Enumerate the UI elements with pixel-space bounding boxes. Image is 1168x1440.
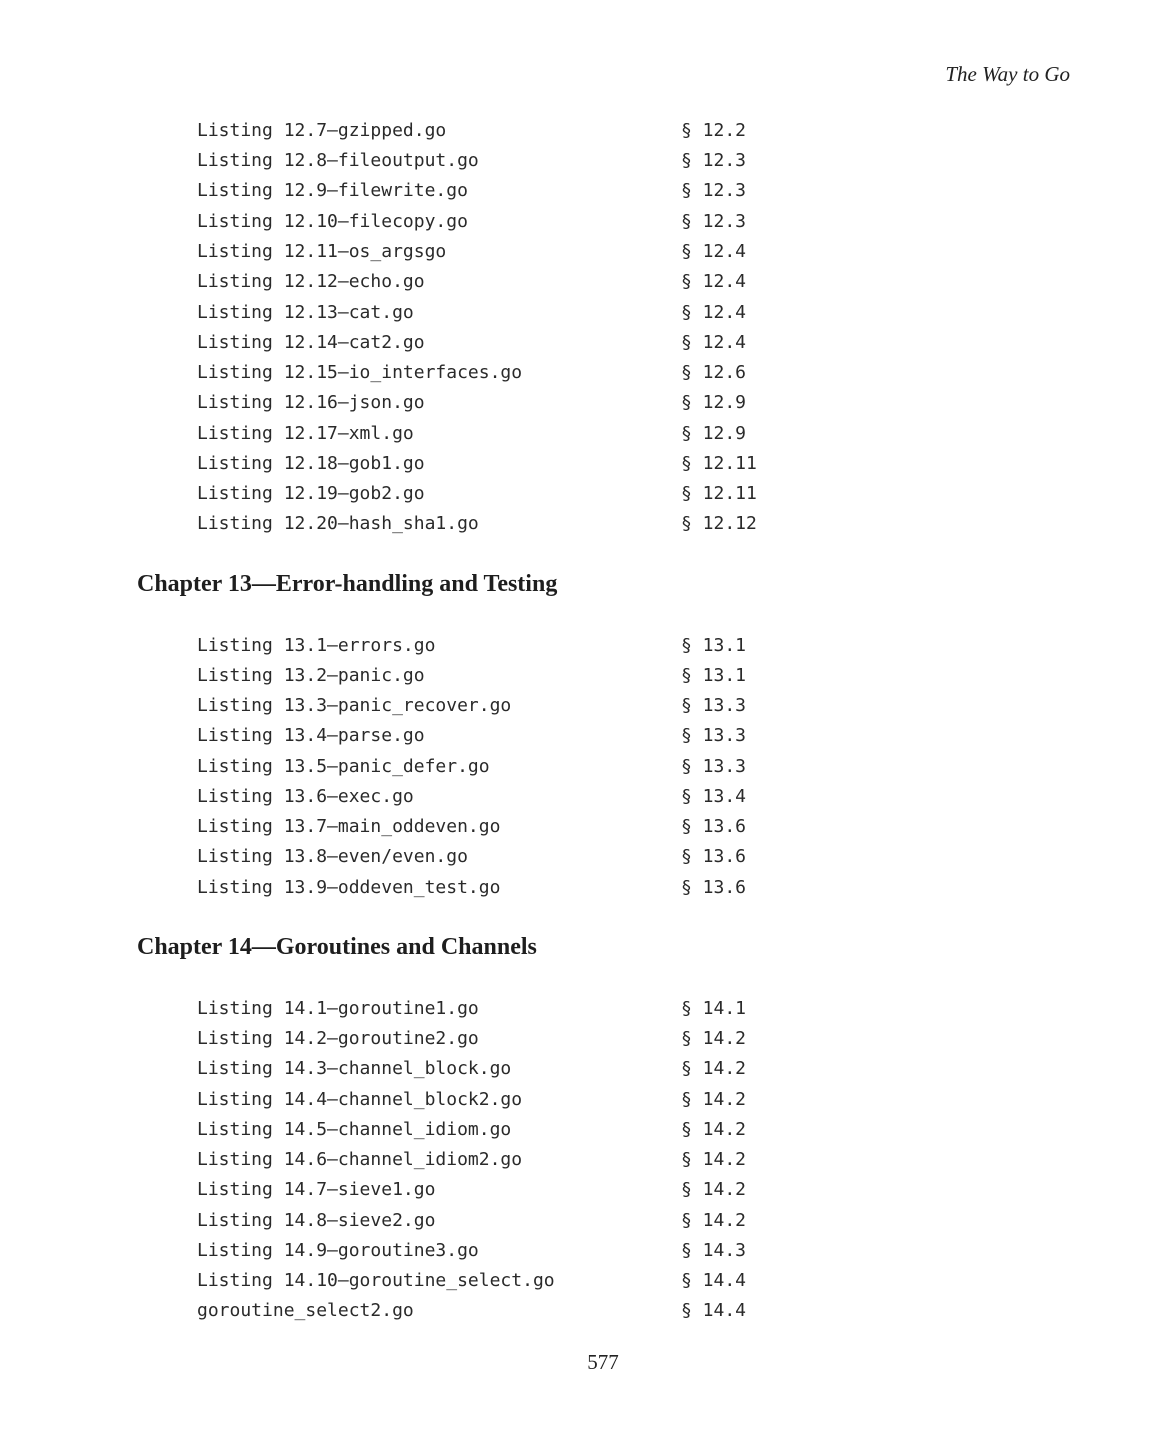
listing-name: Listing 12.11—os_argsgo	[197, 241, 447, 262]
listing-section-ref: § 12.9	[681, 423, 747, 444]
listing-name: Listing 13.1—errors.go	[197, 635, 436, 656]
listing-name: Listing 13.6—exec.go	[197, 786, 414, 807]
listing-section-ref: § 12.9	[681, 392, 747, 413]
listing-row	[197, 176, 897, 206]
listing-name: Listing 13.7—main_oddeven.go	[197, 816, 501, 837]
listing-section-ref: § 14.2	[681, 1210, 747, 1231]
listing-row	[197, 721, 897, 751]
listing-section-ref: § 12.4	[681, 271, 747, 292]
listing-section-ref: § 12.4	[681, 302, 747, 323]
listing-section-ref: § 12.4	[681, 332, 747, 353]
running-header: The Way to Go	[945, 62, 1070, 86]
listing-section-ref: § 12.2	[681, 120, 747, 141]
listing-row	[197, 1145, 897, 1175]
listing-section-ref: § 14.2	[681, 1058, 747, 1079]
listing-row	[197, 419, 897, 449]
listing-name: Listing 13.2—panic.go	[197, 665, 425, 686]
listing-row	[197, 328, 897, 358]
listing-name: Listing 12.12—echo.go	[197, 271, 425, 292]
listing-name: Listing 12.20—hash_sha1.go	[197, 513, 479, 534]
listing-row	[197, 873, 897, 903]
listing-name: Listing 12.16—json.go	[197, 392, 425, 413]
listing-name: Listing 14.10—goroutine_select.go	[197, 1270, 555, 1291]
listing-row	[197, 661, 897, 691]
listing-row	[197, 146, 897, 176]
listing-section-ref: § 14.2	[681, 1089, 747, 1110]
listing-name: Listing 13.9—oddeven_test.go	[197, 877, 501, 898]
listing-section-ref: § 14.4	[681, 1270, 747, 1291]
listing-row	[197, 267, 897, 297]
listing-row	[197, 1296, 897, 1326]
listing-row	[197, 509, 897, 539]
listing-name: Listing 12.9—filewrite.go	[197, 180, 468, 201]
listing-name: Listing 12.17—xml.go	[197, 423, 414, 444]
listing-row	[197, 388, 897, 418]
listing-name: Listing 14.6—channel_idiom2.go	[197, 1149, 523, 1170]
listing-section-ref: § 12.11	[681, 483, 757, 504]
listing-name: Listing 12.15—io_interfaces.go	[197, 362, 523, 383]
listing-section-ref: § 12.3	[681, 150, 747, 171]
listing-name: Listing 13.5—panic_defer.go	[197, 756, 490, 777]
listing-name: Listing 13.8—even/even.go	[197, 846, 468, 867]
listing-row	[197, 782, 897, 812]
listing-row	[197, 449, 897, 479]
listing-row	[197, 1236, 897, 1266]
listing-row	[197, 1206, 897, 1236]
page-number: 577	[587, 1350, 619, 1374]
listing-section-ref: § 12.3	[681, 211, 747, 232]
listing-section-ref: § 13.4	[681, 786, 747, 807]
listing-name: Listing 14.4—channel_block2.go	[197, 1089, 523, 1110]
listing-section-ref: § 13.3	[681, 695, 747, 716]
listing-row	[197, 1024, 897, 1054]
listing-section-ref: § 12.4	[681, 241, 747, 262]
listing-name: Listing 12.18—gob1.go	[197, 453, 425, 474]
listing-name: Listing 12.19—gob2.go	[197, 483, 425, 504]
listing-name: Listing 14.2—goroutine2.go	[197, 1028, 479, 1049]
listing-row	[197, 479, 897, 509]
listing-row	[197, 1085, 897, 1115]
listing-section-ref: § 13.6	[681, 877, 747, 898]
listing-row	[197, 237, 897, 267]
listing-section-ref: § 14.3	[681, 1240, 747, 1261]
listing-section-ref: § 14.1	[681, 998, 747, 1019]
listing-section-ref: § 13.6	[681, 846, 747, 867]
listing-row	[197, 1115, 897, 1145]
listing-name: Listing 12.10—filecopy.go	[197, 211, 468, 232]
listing-row	[197, 752, 897, 782]
listing-name: Listing 12.13—cat.go	[197, 302, 414, 323]
listing-row	[197, 1054, 897, 1084]
listing-row	[197, 631, 897, 661]
listing-section-ref: § 14.2	[681, 1149, 747, 1170]
listing-section-ref: § 12.6	[681, 362, 747, 383]
listing-section-ref: § 13.3	[681, 756, 747, 777]
listing-row	[197, 207, 897, 237]
listing-section-ref: § 14.2	[681, 1028, 747, 1049]
listing-row	[197, 812, 897, 842]
chapter-heading: Chapter 13—Error-handling and Testing	[137, 571, 558, 597]
listing-section-ref: § 13.1	[681, 635, 747, 656]
listing-row	[197, 116, 897, 146]
listing-name: goroutine_select2.go	[197, 1300, 414, 1321]
listing-name: Listing 14.1—goroutine1.go	[197, 998, 479, 1019]
listing-section-ref: § 12.3	[681, 180, 747, 201]
listing-section-ref: § 14.2	[681, 1119, 747, 1140]
listing-row	[197, 358, 897, 388]
listing-name: Listing 12.14—cat2.go	[197, 332, 425, 353]
listing-row	[197, 691, 897, 721]
listing-row	[197, 1266, 897, 1296]
listing-name: Listing 14.9—goroutine3.go	[197, 1240, 479, 1261]
listing-name: Listing 13.4—parse.go	[197, 725, 425, 746]
listing-section-ref: § 13.1	[681, 665, 747, 686]
listing-name: Listing 14.3—channel_block.go	[197, 1058, 512, 1079]
listing-row	[197, 994, 897, 1024]
listing-section-ref: § 14.2	[681, 1179, 747, 1200]
listing-name: Listing 14.5—channel_idiom.go	[197, 1119, 512, 1140]
chapter-heading: Chapter 14—Goroutines and Channels	[137, 934, 537, 960]
listing-name: Listing 12.7—gzipped.go	[197, 120, 447, 141]
listing-name: Listing 14.7—sieve1.go	[197, 1179, 436, 1200]
listing-section-ref: § 13.6	[681, 816, 747, 837]
listing-section-ref: § 14.4	[681, 1300, 747, 1321]
listing-row	[197, 1175, 897, 1205]
listing-section-ref: § 13.3	[681, 725, 747, 746]
listing-name: Listing 12.8—fileoutput.go	[197, 150, 479, 171]
listing-row	[197, 298, 897, 328]
listing-name: Listing 13.3—panic_recover.go	[197, 695, 512, 716]
listing-section-ref: § 12.12	[681, 513, 757, 534]
listing-name: Listing 14.8—sieve2.go	[197, 1210, 436, 1231]
listing-row	[197, 842, 897, 872]
listing-section-ref: § 12.11	[681, 453, 757, 474]
